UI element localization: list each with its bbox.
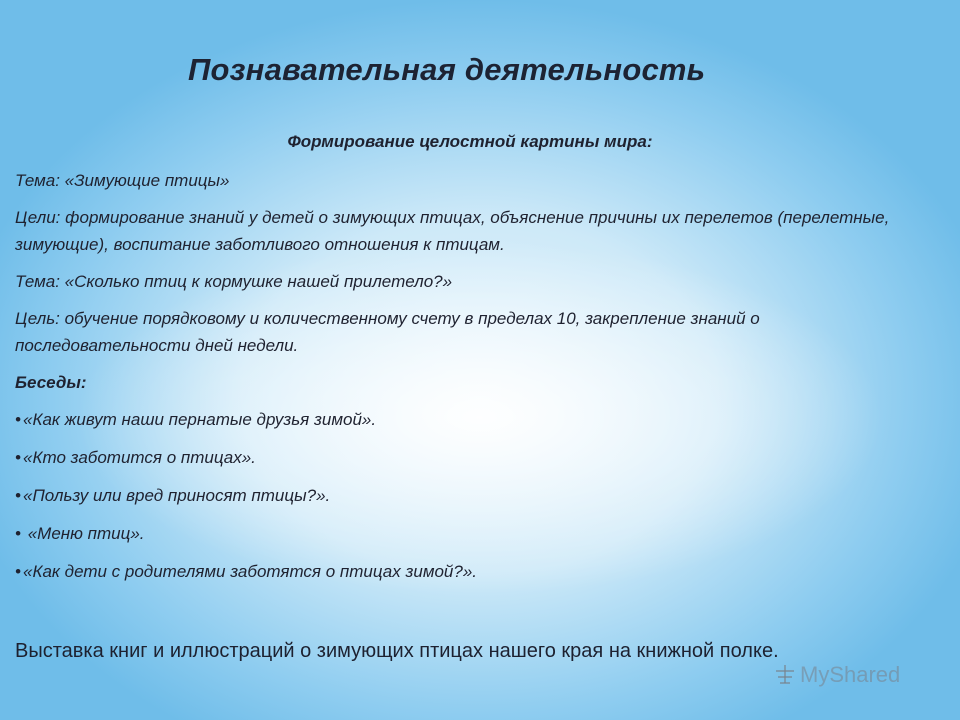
bullet-icon: • xyxy=(15,448,21,467)
goals-2: Цель: обучение порядковому и количественному счету в пределах 10, закрепление знаний о последовательности дней недели. xyxy=(15,309,760,355)
topic-1: Тема: «Зимующие птицы» xyxy=(15,171,230,190)
bullet-icon: • xyxy=(15,410,21,429)
bullet-icon: • xyxy=(15,524,21,543)
slide-title: Познавательная деятельность xyxy=(188,52,706,87)
goals-1: Цели: формирование знаний у детей о зимующих птицах, объяснение причины их перелетов (перелетные, зимующие), воспитание заботливого отношения к птицам. xyxy=(15,208,890,254)
subheading: Формирование целостной картины мира: xyxy=(287,132,653,151)
list-item xyxy=(15,482,925,509)
watermark xyxy=(772,662,900,688)
bullet-icon: • xyxy=(15,562,21,581)
list-item-text: «Меню птиц». xyxy=(23,524,145,543)
slide-content xyxy=(15,128,925,596)
watermark-text: MyShared xyxy=(800,662,901,687)
list-item-text: «Как живут наши пернатые друзья зимой». xyxy=(23,410,377,429)
list-item xyxy=(15,558,925,585)
tree-icon xyxy=(772,663,798,685)
conversations-label: Беседы: xyxy=(15,373,87,392)
topic-2: Тема: «Сколько птиц к кормушке нашей прилетело?» xyxy=(15,272,453,291)
exhibit-text: Выставка книг и иллюстраций о зимующих птицах нашего края на книжной полке. xyxy=(15,640,779,662)
list-item-text: «Кто заботится о птицах». xyxy=(23,448,256,467)
list-item xyxy=(15,444,925,471)
list-item-text: «Как дети с родителями заботятся о птицах зимой?». xyxy=(23,562,478,581)
list-item xyxy=(15,406,925,433)
bullet-icon: • xyxy=(15,486,21,505)
list-item-text: «Пользу или вред приносят птицы?». xyxy=(23,486,331,505)
list-item xyxy=(15,520,925,547)
